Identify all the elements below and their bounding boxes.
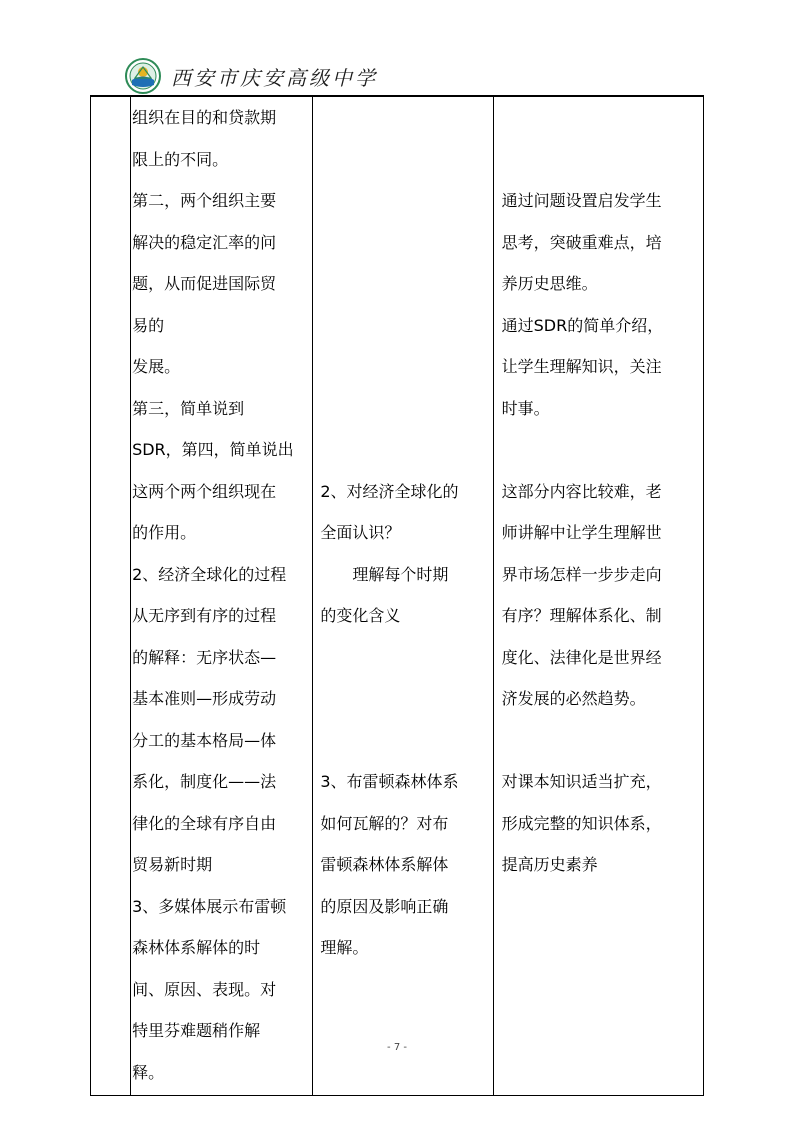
text-line: 有序？理解体系化、制 [501,606,662,625]
text-line [320,139,492,181]
text-line: 让学生理解知识，关注 [501,357,662,376]
text-line: 2、对经济全球化的 [320,481,459,501]
text-line: 时事。 [501,398,550,418]
page-number: - 7 - [387,1042,407,1053]
text-line: 通过SDR的简单介绍， [501,315,664,335]
text-line [320,720,492,762]
text-line: 解决的稳定汇率的问 [132,232,277,252]
text-line: 如何瓦解的？对布 [320,813,449,833]
text-line [320,637,492,679]
text-line: 思考，突破重难点，培 [501,232,662,252]
text-line [320,429,492,471]
text-line: 这两个两个组织现在 [132,481,277,501]
text-line: 易的 [132,315,165,335]
text-line: 律化的全球有序自由 [132,813,277,833]
text-line: 分工的基本格局—体 [132,730,277,750]
student-activity-cell [313,97,493,1096]
lesson-plan-table [90,96,704,1096]
text-line: 的解释：无序状态— [132,647,277,667]
text-line: SDR，第四，简单说出 [132,440,294,459]
text-line [320,180,492,222]
text-line: 特里芬难题稍作解 [132,1021,261,1040]
text-line [320,222,492,264]
text-line: 通过问题设置启发学生 [501,191,662,210]
text-line: 对课本知识适当扩充， [501,772,662,791]
school-name: 西安市庆安高级中学 [171,65,378,90]
text-line [320,678,492,720]
text-line [320,305,492,347]
text-line: 贸易新时期 [132,855,213,874]
text-line: 森林体系解体的时 [132,938,261,957]
text-line: 的作用。 [132,523,197,542]
text-line [502,429,703,471]
text-line: 这部分内容比较难，老 [501,481,662,501]
text-line: 组织在目的和贷款期 [132,108,277,127]
table-cell-empty [91,97,131,1096]
text-line: 度化、法律化是世界经 [501,647,662,667]
text-line: 第三，简单说到 [132,398,245,418]
text-line: 养历史思维。 [501,274,598,293]
text-line: 3、多媒体展示布雷顿 [132,896,287,916]
text-line: 第二，两个组织主要 [132,191,277,210]
design-intent-text [494,97,703,886]
teacher-activity-cell [131,97,313,1096]
text-line: 雷顿森林体系解体 [320,855,449,874]
text-line: 限上的不同。 [132,149,229,169]
text-line: 基本准则—形成劳动 [132,689,277,708]
text-line: 系化，制度化——法 [132,772,277,791]
text-line: 的变化含义 [320,606,401,625]
text-line [320,97,492,139]
text-line: 界市场怎样一步步走向 [501,564,662,584]
table-row [91,97,704,1096]
text-line: 济发展的必然趋势。 [501,689,646,708]
text-line [320,263,492,305]
text-line: 的原因及影响正确 [320,896,449,916]
text-line: 发展。 [132,357,181,376]
text-line: 释。 [132,1062,165,1082]
text-line: 提高历史素养 [501,855,598,874]
text-line: 3、布雷顿森林体系 [320,772,459,791]
teacher-activity-text [131,97,312,1093]
text-line [502,97,703,139]
school-logo-icon [125,58,161,94]
text-line: 全面认识？ [320,523,401,542]
text-line [320,388,492,430]
text-line: 师讲解中让学生理解世 [501,523,662,542]
page-header [125,58,425,94]
design-intent-cell [493,97,703,1096]
text-line [320,346,492,388]
text-line: 题，从而促进国际贸 [132,274,277,293]
text-line: 形成完整的知识体系， [501,813,662,833]
text-line: 理解每个时期 [352,564,449,584]
text-line: 间、原因、表现。对 [132,979,277,999]
text-line: 从无序到有序的过程 [132,606,277,625]
text-line: 2、经济全球化的过程 [132,564,287,584]
text-line [502,720,703,762]
text-line: 理解。 [320,938,369,957]
student-activity-text [313,97,492,969]
text-line [502,139,703,181]
